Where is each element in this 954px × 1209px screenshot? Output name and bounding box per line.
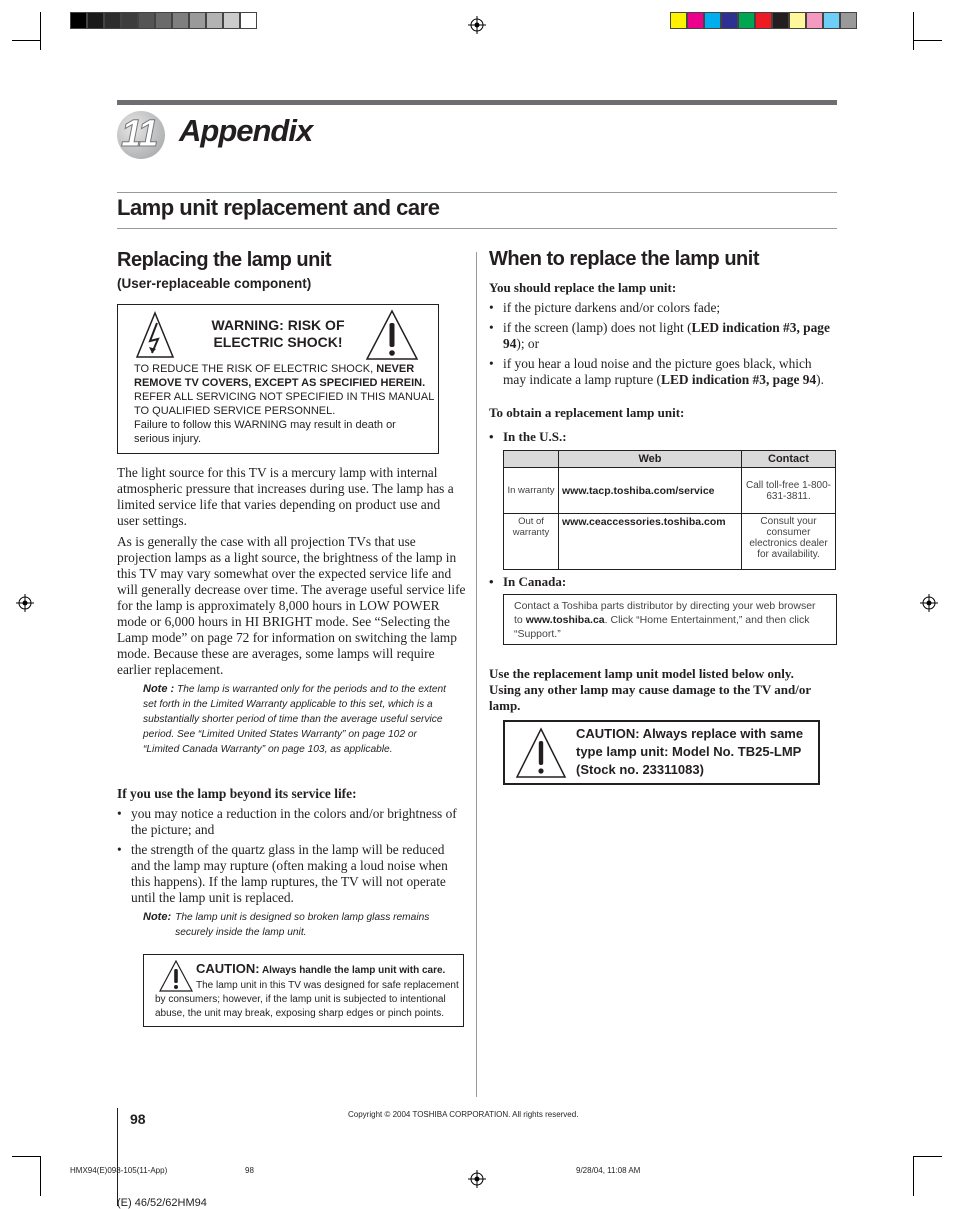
registration-mark-icon	[468, 16, 486, 34]
list-item-text: if you hear a loud noise and the picture goes black, which may indicate a lamp rupture (	[503, 356, 812, 387]
us-label	[489, 429, 567, 445]
table-cell: Consult your consumer electronics dealer for availability.	[742, 514, 836, 570]
color-swatch	[240, 12, 257, 29]
caution-handle-body: The lamp unit in this TV was designed for safe replacement by consumers; however, if the lamp unit is subjected to intentional abuse, the unit may break, exposing sharp edges or pinch points.	[155, 980, 459, 1019]
warning-title-line1: WARNING: RISK OF	[211, 317, 345, 333]
table-header	[504, 451, 559, 468]
divider	[117, 192, 837, 193]
contact-table	[503, 450, 836, 570]
caution-handle-text	[196, 962, 460, 978]
crop-mark	[913, 12, 914, 50]
color-swatch	[121, 12, 138, 29]
warranty-note	[143, 682, 448, 757]
registration-mark-icon	[920, 594, 938, 612]
warning-text	[134, 362, 434, 418]
chapter-rule	[117, 100, 837, 105]
glass-note	[143, 910, 443, 940]
table-header-row	[504, 451, 836, 468]
should-heading: You should replace the lamp unit:	[489, 280, 677, 295]
list-item: • if the picture darkens and/or colors fade;	[489, 300, 837, 316]
when-heading: When to replace the lamp unit	[489, 248, 759, 270]
table-header: Contact	[742, 451, 836, 468]
crop-mark	[12, 40, 40, 41]
color-swatch	[687, 12, 704, 29]
color-swatch	[206, 12, 223, 29]
column-divider	[476, 252, 477, 1097]
list-item	[489, 320, 837, 352]
table-link[interactable]: www.tacp.toshiba.com/service	[559, 468, 742, 514]
divider	[117, 228, 837, 229]
canada-text: . Click “Home Entertainment,” and then click “Support.”	[514, 614, 810, 640]
warning-text-bold: NEVER REMOVE TV COVERS, EXCEPT AS SPECIFIED HEREIN.	[134, 363, 426, 389]
exclamation-warning-icon	[365, 309, 419, 361]
exclamation-caution-icon	[515, 727, 567, 779]
caution-handle-box	[143, 954, 464, 1027]
chapter-title: Appendix	[179, 113, 313, 148]
color-swatch	[189, 12, 206, 29]
color-swatch	[840, 12, 857, 29]
crop-mark	[40, 12, 41, 50]
color-swatch	[138, 12, 155, 29]
color-swatch	[104, 12, 121, 29]
caution-headline: Always handle the lamp unit with care.	[259, 965, 446, 976]
section-title: Lamp unit replacement and care	[117, 195, 440, 220]
color-swatch	[172, 12, 189, 29]
replacing-subheading: (User-replaceable component)	[117, 276, 312, 291]
list-item	[489, 356, 837, 388]
chapter-number: 11	[121, 113, 157, 155]
obtain-heading: To obtain a replacement lamp unit:	[489, 405, 685, 420]
list-item-text: ); or	[516, 336, 540, 351]
intro-paragraph: The light source for this TV is a mercury lamp with internal atmospheric pressure that increases during use. The lamp has a limited service life that varies depending on product use and user settings.	[117, 465, 454, 528]
table-cell: Out of warranty	[504, 514, 559, 570]
color-swatch	[738, 12, 755, 29]
table-link[interactable]: www.ceaccessories.toshiba.com	[559, 514, 742, 570]
warning-tail: Failure to follow this WARNING may result in death or serious injury.	[134, 419, 396, 445]
crop-mark	[914, 1156, 942, 1157]
color-swatch	[721, 12, 738, 29]
registration-mark-icon	[16, 594, 34, 612]
color-swatch	[704, 12, 721, 29]
registration-mark-icon	[468, 1170, 486, 1188]
color-swatch	[789, 12, 806, 29]
canada-label	[489, 574, 566, 590]
note-label: Note:	[143, 911, 172, 923]
service-life-paragraph: As is generally the case with all projection TVs that use projection lamps as a light source, the brightness of the lamp in this TV may vary somewhat over the expected service life and will generally decrease over time. The average useful service life for the lamp is approximately 8,000 hours in LOW POWER mode or 6,000 hours in HI BRIGHT mode. See “Selecting the Lamp mode” on page 72 for information on switching the lamp mode. Because these are averages, some lamps will require earlier replacement.	[117, 534, 466, 677]
caution-model-text: CAUTION: Always replace with same type lamp unit: Model No. TB25-LMP (Stock no. 23311083)	[576, 726, 804, 777]
list-item: • In the U.S.:	[489, 429, 567, 445]
led-reference: LED indication #3, page 94	[661, 372, 817, 387]
color-swatch	[87, 12, 104, 29]
replacing-heading: Replacing the lamp unit	[117, 249, 332, 271]
canada-text: Contact a Toshiba parts distributor by directing your web browser to	[514, 600, 816, 626]
canada-link[interactable]: www.toshiba.ca	[525, 614, 605, 626]
table-cell: In warranty	[504, 468, 559, 514]
table-row	[504, 468, 836, 514]
list-item: • you may notice a reduction in the colors and/or brightness of the picture; and	[117, 806, 462, 838]
crop-mark	[12, 1156, 40, 1157]
warning-box	[117, 304, 439, 454]
table-row	[504, 514, 836, 570]
color-swatch	[806, 12, 823, 29]
warning-title-line2: ELECTRIC SHOCK!	[213, 334, 343, 350]
caution-model-box	[503, 720, 820, 785]
color-swatch	[772, 12, 789, 29]
note-text: The lamp unit is designed so broken lamp glass remains securely inside the lamp unit.	[175, 912, 430, 938]
table-header: Web	[559, 451, 742, 468]
use-model-text: Use the replacement lamp unit model listed below only. Using any other lamp may cause damage to the TV and/or lamp.	[489, 666, 811, 713]
color-swatch	[823, 12, 840, 29]
crop-mark	[913, 1156, 914, 1196]
crop-mark	[40, 1156, 41, 1196]
slug-date: 9/28/04, 11:08 AM	[576, 1166, 641, 1175]
color-swatch	[755, 12, 772, 29]
lightning-warning-icon	[135, 311, 175, 359]
warning-text-plain1: TO REDUCE THE RISK OF ELECTRIC SHOCK,	[134, 363, 377, 375]
model-number: (E) 46/52/62HM94	[117, 1197, 207, 1209]
page-number: 98	[130, 1111, 146, 1127]
color-swatch	[223, 12, 240, 29]
gray-calibration-bar	[70, 12, 257, 29]
note-label: Note :	[143, 683, 175, 695]
warning-text-plain2: REFER ALL SERVICING NOT SPECIFIED IN THIS MANUAL TO QUALIFIED SERVICE PERSONNEL.	[134, 391, 434, 417]
color-swatch	[70, 12, 87, 29]
color-swatch	[670, 12, 687, 29]
footer-rule	[117, 1108, 118, 1206]
chapter-number-badge	[117, 111, 165, 159]
caution-label: CAUTION:	[196, 961, 260, 976]
list-item: • the strength of the quartz glass in the lamp will be reduced and the lamp may rupture (often making a loud noise when this happens). If the lamp ruptures, the TV will not operate until the lamp unit is replaced.	[117, 842, 462, 906]
canada-box	[503, 594, 837, 645]
color-calibration-bar	[670, 12, 857, 29]
list-item-text: ).	[816, 372, 824, 387]
copyright: Copyright © 2004 TOSHIBA CORPORATION. All rights reserved.	[348, 1110, 579, 1119]
should-list	[489, 300, 837, 388]
beyond-heading: If you use the lamp beyond its service life:	[117, 786, 357, 801]
list-item: • In Canada:	[489, 574, 566, 590]
note-text: The lamp is warranted only for the periods and to the extent set forth in the Limited Warranty applicable to this set, which is a substantially shorter period of time than the average useful service period. See “Limited United States Warranty” on page 102 or “Limited Canada Warranty” on page 103, as applicable.	[143, 684, 446, 755]
color-swatch	[155, 12, 172, 29]
slug-file: HMX94(E)098-105(11-App)	[70, 1166, 168, 1175]
slug-page: 98	[245, 1166, 254, 1175]
warning-title	[188, 317, 368, 351]
crop-mark	[914, 40, 942, 41]
table-cell: Call toll-free 1-800-631-3811.	[742, 468, 836, 514]
beyond-list	[117, 806, 462, 906]
list-item-text: if the screen (lamp) does not light (	[503, 320, 692, 335]
led-reference: LED indication #3, page 94	[503, 320, 830, 351]
